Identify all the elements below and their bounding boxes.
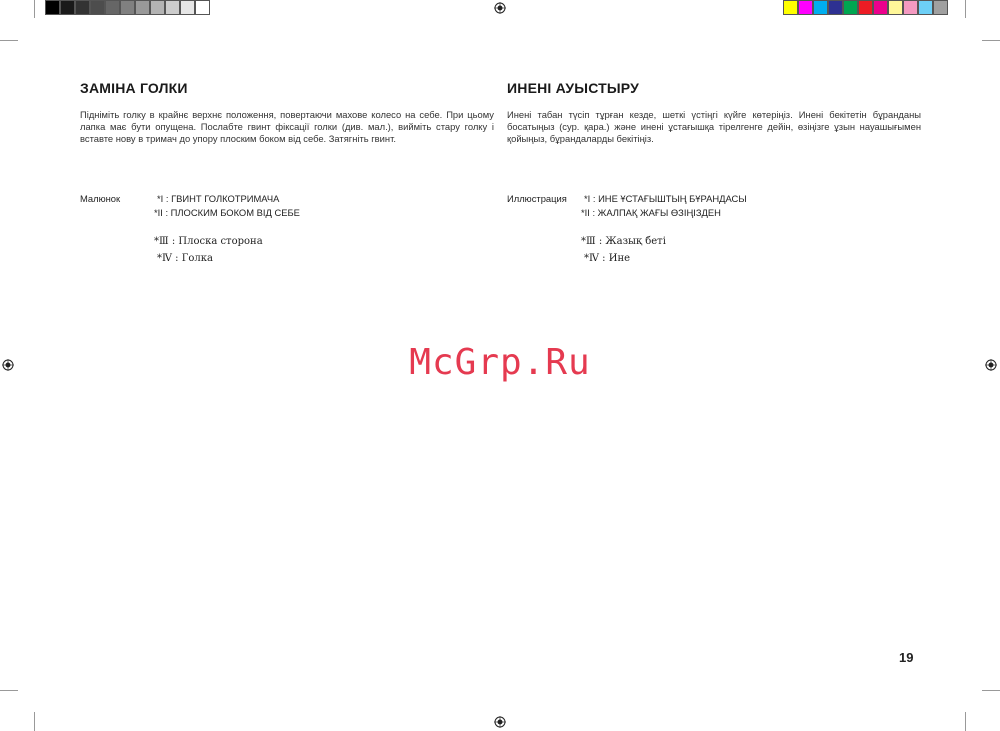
color-swatch xyxy=(195,0,210,15)
crop-mark xyxy=(965,712,966,731)
section-title: ИНЕНІ АУЫСТЫРУ xyxy=(507,80,640,96)
section-title: ЗАМІНА ГОЛКИ xyxy=(80,80,188,96)
crop-mark xyxy=(0,40,18,41)
color-swatch xyxy=(45,0,60,15)
legend-item: *І : ГВИНТ ГОЛКОТРИМАЧА xyxy=(157,193,280,204)
legend-label: Иллюстрация xyxy=(507,193,567,204)
color-swatch xyxy=(180,0,195,15)
legend-item: *Ⅲ : Плоска сторона xyxy=(154,236,263,247)
color-swatch xyxy=(873,0,888,15)
legend-item: *Ⅳ : Ине xyxy=(584,253,631,264)
grayscale-calibration-bar xyxy=(45,0,210,16)
color-swatch xyxy=(813,0,828,15)
section-body: Инені табан түсіп тұрған кезде, шеткі үстіңгі күйге көтеріңіз. Инені бекітетін бұранданы босатыңыз (сур. қара.) және инені ұстағышқа тірелгенге дейін, өзіңізге ұзын науашығымен қойыңыз, бұрандаларды бекітіңіз. xyxy=(507,109,921,144)
legend-item: *ІІ : ЖАЛПАҚ ЖАҒЫ ӨЗІҢІЗДЕН xyxy=(581,207,721,218)
color-swatch xyxy=(888,0,903,15)
legend-item: *Ⅲ : Жазық беті xyxy=(581,236,666,247)
crop-mark xyxy=(965,0,966,18)
kazakh-section xyxy=(507,80,921,145)
crop-mark xyxy=(34,712,35,731)
legend-label: Малюнок xyxy=(80,193,121,204)
legend-item: *ІІ : ПЛОСКИМ БОКОМ ВІД СЕБЕ xyxy=(154,207,300,218)
color-swatch xyxy=(903,0,918,15)
color-swatch xyxy=(843,0,858,15)
section-body: Підніміть голку в крайнє верхнє положення, повертаючи махове колесо на себе. При цьому лапка має бути опущена. Послабте гвинт фіксації голки (див. мал.), вийміть стару голку і вставте нову в тримач до упору плоским боком від себе. Затягніть гвинт. xyxy=(80,109,494,144)
color-swatch xyxy=(165,0,180,15)
ukrainian-section xyxy=(80,80,494,145)
registration-mark-icon xyxy=(494,716,506,728)
legend-item: *Ⅳ : Голка xyxy=(157,253,213,264)
color-swatch xyxy=(933,0,948,15)
color-swatch xyxy=(798,0,813,15)
crop-mark xyxy=(0,690,18,691)
crop-mark xyxy=(982,690,1000,691)
color-swatch xyxy=(918,0,933,15)
color-swatch xyxy=(75,0,90,15)
color-swatch xyxy=(783,0,798,15)
legend-item: *І : ИНЕ ҰСТАҒЫШТЫҢ БҰРАНДАСЫ xyxy=(584,193,747,204)
color-swatch xyxy=(858,0,873,15)
color-swatch xyxy=(105,0,120,15)
registration-mark-icon xyxy=(494,2,506,14)
crop-mark xyxy=(982,40,1000,41)
color-swatch xyxy=(828,0,843,15)
color-swatch xyxy=(120,0,135,15)
color-swatch xyxy=(90,0,105,15)
color-swatch xyxy=(60,0,75,15)
color-calibration-bar xyxy=(783,0,948,16)
page-number: 19 xyxy=(899,650,914,665)
watermark: McGrp.Ru xyxy=(409,342,591,383)
crop-mark xyxy=(34,0,35,18)
color-swatch xyxy=(135,0,150,15)
color-swatch xyxy=(150,0,165,15)
